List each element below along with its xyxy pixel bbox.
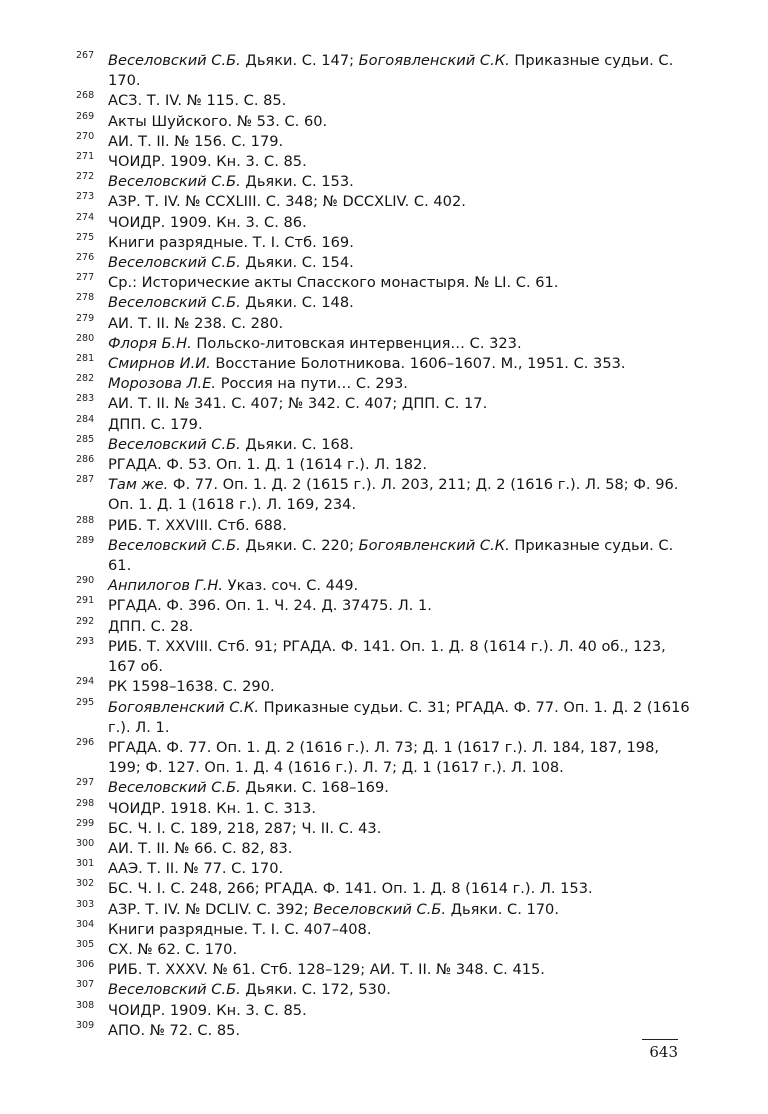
- footnote: [70, 91, 690, 111]
- footnote-number: 270: [76, 130, 95, 142]
- footnote-number: 287: [76, 474, 95, 486]
- footnote-author: Веселовский С.Б.: [108, 536, 241, 554]
- footnote-author: Веселовский С.Б.: [108, 435, 241, 453]
- footnote-text: [108, 981, 391, 998]
- footnote-citation: РГАДА. Ф. 77. Оп. 1. Д. 2 (1616 г.). Л. 73; Д. 1 (1617 г.). Л. 184, 187, 198, 199; Ф. 127. Оп. 1. Д. 4 (1616 г.). Л. 7; Д. 1 (1617 г.). Л. 108.: [108, 738, 659, 777]
- footnote-citation: РК 1598–1638. С. 290.: [108, 678, 275, 696]
- footnote-number: 269: [76, 110, 95, 122]
- footnote-citation: РГАДА. Ф. 53. Оп. 1. Д. 1 (1614 г.). Л. 182.: [108, 456, 428, 474]
- footnote-number: 280: [76, 332, 95, 344]
- footnote-text: [108, 678, 275, 695]
- footnote: [70, 112, 690, 132]
- footnote-author: Богоявленский С.К.: [358, 52, 510, 69]
- footnote: [70, 354, 690, 374]
- footnote-citation: Дьяки. С. 220;: [240, 536, 359, 554]
- footnote-number: 271: [76, 151, 95, 163]
- footnote-citation: АИ. Т. II. № 238. С. 280.: [108, 314, 284, 332]
- footnote-text: [108, 577, 358, 594]
- footnote-number: 279: [76, 312, 95, 324]
- footnote-citation: РИБ. Т. XXXV. № 61. Стб. 128–129; АИ. Т. II. № 348. С. 415.: [108, 961, 545, 979]
- footnote-text: [108, 941, 237, 958]
- footnote-number: 282: [76, 373, 95, 385]
- footnote-number: 275: [76, 231, 95, 243]
- footnote-citation: Акты Шуйского. № 53. С. 60.: [108, 112, 328, 130]
- footnote-text: [108, 355, 626, 372]
- footnote: [70, 314, 690, 334]
- footnote-text: [108, 133, 283, 150]
- footnote-number: 267: [76, 50, 95, 61]
- footnote: [70, 415, 690, 435]
- footnote-text: [108, 476, 678, 513]
- footnote-text: [108, 820, 381, 837]
- footnote: [70, 253, 690, 273]
- footnote-text: [108, 294, 354, 311]
- footnote-citation: БС. Ч. I. С. 248, 266; РГАДА. Ф. 141. Оп. 1. Д. 8 (1614 г.). Л. 153.: [108, 880, 593, 898]
- footnote-number: 277: [76, 272, 95, 284]
- footnote-citation: РГАДА. Ф. 396. Оп. 1. Ч. 24. Д. 37475. Л. 1.: [108, 597, 432, 615]
- footnote-number: 272: [76, 171, 95, 183]
- footnote-text: [108, 800, 316, 817]
- footnote: [70, 233, 690, 253]
- footnote-number: 308: [76, 999, 95, 1011]
- footnote-text: [108, 375, 408, 392]
- footnote: [70, 1021, 690, 1041]
- footnote-number: 297: [76, 777, 95, 789]
- footnote-text: [108, 335, 522, 352]
- footnote-text: [108, 597, 432, 614]
- footnote-text: [108, 92, 286, 109]
- footnote-number: 292: [76, 615, 95, 627]
- footnote: [70, 435, 690, 455]
- footnote: [70, 213, 690, 233]
- footnote-number: 296: [76, 736, 95, 748]
- footnote-text: [108, 880, 593, 897]
- footnote-author: Там же.: [108, 476, 169, 494]
- footnote: [70, 596, 690, 616]
- footnote-text: [108, 456, 427, 473]
- footnote-citation: Дьяки. С. 168.: [240, 435, 354, 453]
- footnote-citation: Дьяки. С. 148.: [240, 294, 354, 312]
- footnote: [70, 799, 690, 819]
- footnote-number: 304: [76, 918, 95, 930]
- footnote-number: 309: [76, 1019, 95, 1031]
- footnote-text: [108, 537, 673, 574]
- footnote-citation: Ср.: Исторические акты Спасского монастыря. № LI. С. 61.: [108, 274, 559, 292]
- footnote-text: [108, 739, 659, 776]
- footnote: [70, 51, 690, 91]
- footnote-citation: ААЭ. Т. II. № 77. С. 170.: [108, 860, 284, 878]
- footnote: [70, 839, 690, 859]
- footnote-number: 274: [76, 211, 95, 223]
- footnote-citation: Приказные судьи. С. 31; РГАДА. Ф. 77. Оп. 1. Д. 2 (1616 г.). Л. 1.: [108, 698, 690, 736]
- footnote: [70, 132, 690, 152]
- footnote-author: Смирнов И.И.: [108, 355, 211, 373]
- footnote-text: [108, 52, 673, 89]
- footnote-text: [108, 1022, 240, 1039]
- footnote-number: 278: [76, 292, 95, 304]
- footnote-author: Анпилогов Г.Н.: [108, 577, 224, 595]
- footnote: [70, 879, 690, 899]
- footnotes-list: [70, 51, 690, 1041]
- footnote-text: [108, 699, 690, 736]
- footnote: [70, 698, 690, 738]
- footnote-citation: Книги разрядные. Т. I. Стб. 169.: [108, 233, 354, 251]
- page-footer: [640, 1039, 678, 1061]
- footnote: [70, 900, 690, 920]
- footnote-citation: ЧОИДР. 1909. Кн. 3. С. 86.: [108, 213, 307, 231]
- footnote-text: [108, 214, 307, 231]
- footnote-citation: Ф. 77. Оп. 1. Д. 2 (1615 г.). Л. 203, 211; Д. 2 (1616 г.). Л. 58; Ф. 96. Оп. 1. Д. 1 (1618 г.). Л. 169, 234.: [108, 476, 679, 514]
- footnote-text: [108, 638, 666, 675]
- footnote: [70, 960, 690, 980]
- footnote-number: 307: [76, 979, 95, 991]
- footnote-number: 300: [76, 837, 95, 849]
- footnote-citation: СХ. № 62. С. 170.: [108, 940, 238, 958]
- footnote: [70, 394, 690, 414]
- footnote-number: 305: [76, 938, 95, 950]
- footnote-text: [108, 173, 354, 190]
- footnote-author: Веселовский С.Б.: [108, 981, 241, 999]
- footnote-text: [108, 416, 203, 433]
- footnote: [70, 637, 690, 677]
- footnote: [70, 859, 690, 879]
- footnote-text: [108, 961, 545, 978]
- footnote-citation: ЧОИДР. 1909. Кн. 3. С. 85.: [108, 1001, 307, 1019]
- footnote-citation: АПО. № 72. С. 85.: [108, 1021, 241, 1039]
- footnote-author: Веселовский С.Б.: [108, 173, 241, 191]
- footnote-number: 284: [76, 413, 95, 425]
- footnote-number: 283: [76, 393, 95, 405]
- footnote-number: 289: [76, 534, 95, 546]
- footnote-number: 286: [76, 454, 95, 466]
- footnote-number: 299: [76, 817, 95, 829]
- footnote: [70, 819, 690, 839]
- footnote-author: Флоря Б.Н.: [108, 334, 192, 352]
- footnote: [70, 576, 690, 596]
- footnote-number: 290: [76, 575, 95, 587]
- footnote-text: [108, 436, 354, 453]
- footnote-citation: АИ. Т. II. № 66. С. 82, 83.: [108, 839, 293, 857]
- footnote-number: 288: [76, 514, 95, 526]
- footnote: [70, 516, 690, 536]
- footnote-text: [108, 618, 193, 635]
- footnote-number: 303: [76, 898, 95, 910]
- footnote-text: [108, 779, 389, 796]
- footnote-author: Веселовский С.Б.: [108, 779, 241, 797]
- footnote: [70, 617, 690, 637]
- footnote: [70, 293, 690, 313]
- footnote-text: [108, 901, 559, 918]
- footnote-citation: АИ. Т. II. № 156. С. 179.: [108, 132, 284, 150]
- footnote-author: Богоявленский С.К.: [358, 536, 510, 554]
- footnote-text: [108, 193, 466, 210]
- footnote-citation: Польско-литовская интервенция… С. 323.: [191, 334, 522, 352]
- footnote-citation: АИ. Т. II. № 341. С. 407; № 342. С. 407; ДПП. С. 17.: [108, 395, 488, 413]
- footnote-number: 293: [76, 635, 95, 647]
- footnote-citation: ЧОИДР. 1918. Кн. 1. С. 313.: [108, 799, 317, 817]
- footnote-text: [108, 315, 283, 332]
- footnote-citation: Дьяки. С. 153.: [240, 173, 354, 191]
- footnote-citation: Дьяки. С. 172, 530.: [240, 981, 391, 999]
- footnote-text: [108, 113, 327, 130]
- footnote-citation: ДПП. С. 28.: [108, 617, 194, 635]
- footnote: [70, 940, 690, 960]
- footnote-text: [108, 395, 487, 412]
- footnote: [70, 475, 690, 515]
- footnote-citation: Книги разрядные. Т. I. С. 407–408.: [108, 920, 372, 938]
- footnote-text: [108, 254, 354, 271]
- footnote-citation: Восстание Болотникова. 1606–1607. М., 1951. С. 353.: [210, 355, 626, 373]
- footnote-author: Веселовский С.Б.: [313, 900, 447, 918]
- footnote-citation: АЗР. Т. IV. № CCXLIII. С. 348; № DCCXLIV. С. 402.: [108, 193, 466, 211]
- footnote-citation: Приказные судьи. С. 170.: [108, 52, 674, 90]
- footnote-text: [108, 153, 307, 170]
- footnote-citation: Дьяки. С. 147;: [240, 52, 359, 69]
- footnote-number: 306: [76, 959, 95, 971]
- footnote-text: [108, 274, 558, 291]
- page-number-rule: [642, 1039, 678, 1040]
- footnote-citation: АЗР. Т. IV. № DCLIV. С. 392;: [108, 900, 314, 918]
- footnote-citation: РИБ. Т. XXVIII. Стб. 688.: [108, 516, 287, 534]
- footnote-author: Веселовский С.Б.: [108, 254, 241, 272]
- footnote-citation: Дьяки. С. 154.: [240, 254, 354, 272]
- footnote-text: [108, 1002, 307, 1019]
- footnote-citation: БС. Ч. I. С. 189, 218, 287; Ч. II. С. 43.: [108, 819, 382, 837]
- footnote-citation: Указ. соч. С. 449.: [223, 577, 359, 595]
- footnote-text: [108, 840, 292, 857]
- footnote: [70, 1001, 690, 1021]
- footnote-text: [108, 860, 283, 877]
- footnote-number: 276: [76, 252, 95, 264]
- footnote-number: 285: [76, 433, 95, 445]
- footnote-number: 301: [76, 858, 95, 870]
- footnote: [70, 980, 690, 1000]
- footnote-text: [108, 517, 287, 534]
- footnote-text: [108, 234, 354, 251]
- footnote-number: 302: [76, 878, 95, 890]
- footnote-number: 268: [76, 90, 95, 102]
- footnote: [70, 273, 690, 293]
- footnote: [70, 677, 690, 697]
- footnote-author: Веселовский С.Б.: [108, 294, 241, 312]
- footnote-author: Веселовский С.Б.: [108, 52, 241, 69]
- footnote: [70, 536, 690, 576]
- footnote-citation: Россия на пути… С. 293.: [216, 375, 408, 393]
- page-number: 643: [649, 1043, 678, 1061]
- footnote-citation: РИБ. Т. XXVIII. Стб. 91; РГАДА. Ф. 141. Оп. 1. Д. 8 (1614 г.). Л. 40 об., 123, 167 об.: [108, 637, 666, 676]
- footnote-author: Морозова Л.Е.: [108, 375, 217, 393]
- footnote-number: 298: [76, 797, 95, 809]
- footnote: [70, 334, 690, 354]
- footnote-author: Богоявленский С.К.: [108, 698, 260, 716]
- footnote: [70, 192, 690, 212]
- footnote-number: 281: [76, 353, 95, 365]
- footnote: [70, 374, 690, 394]
- footnote-citation: Приказные судьи. С. 61.: [108, 536, 674, 575]
- footnote: [70, 152, 690, 172]
- footnote: [70, 455, 690, 475]
- footnote-citation: АСЗ. Т. IV. № 115. С. 85.: [108, 92, 287, 110]
- footnote: [70, 172, 690, 192]
- footnote: [70, 738, 690, 778]
- footnote-text: [108, 921, 372, 938]
- footnote-citation: Дьяки. С. 170.: [446, 900, 559, 918]
- footnote-citation: ДПП. С. 179.: [108, 415, 203, 433]
- footnote: [70, 920, 690, 940]
- footnote-citation: Дьяки. С. 168–169.: [240, 779, 389, 797]
- footnote-number: 273: [76, 191, 95, 203]
- footnote-number: 291: [76, 595, 95, 607]
- footnote-citation: ЧОИДР. 1909. Кн. 3. С. 85.: [108, 153, 307, 171]
- footnote: [70, 778, 690, 798]
- footnote-number: 294: [76, 676, 95, 688]
- footnote-number: 295: [76, 696, 95, 708]
